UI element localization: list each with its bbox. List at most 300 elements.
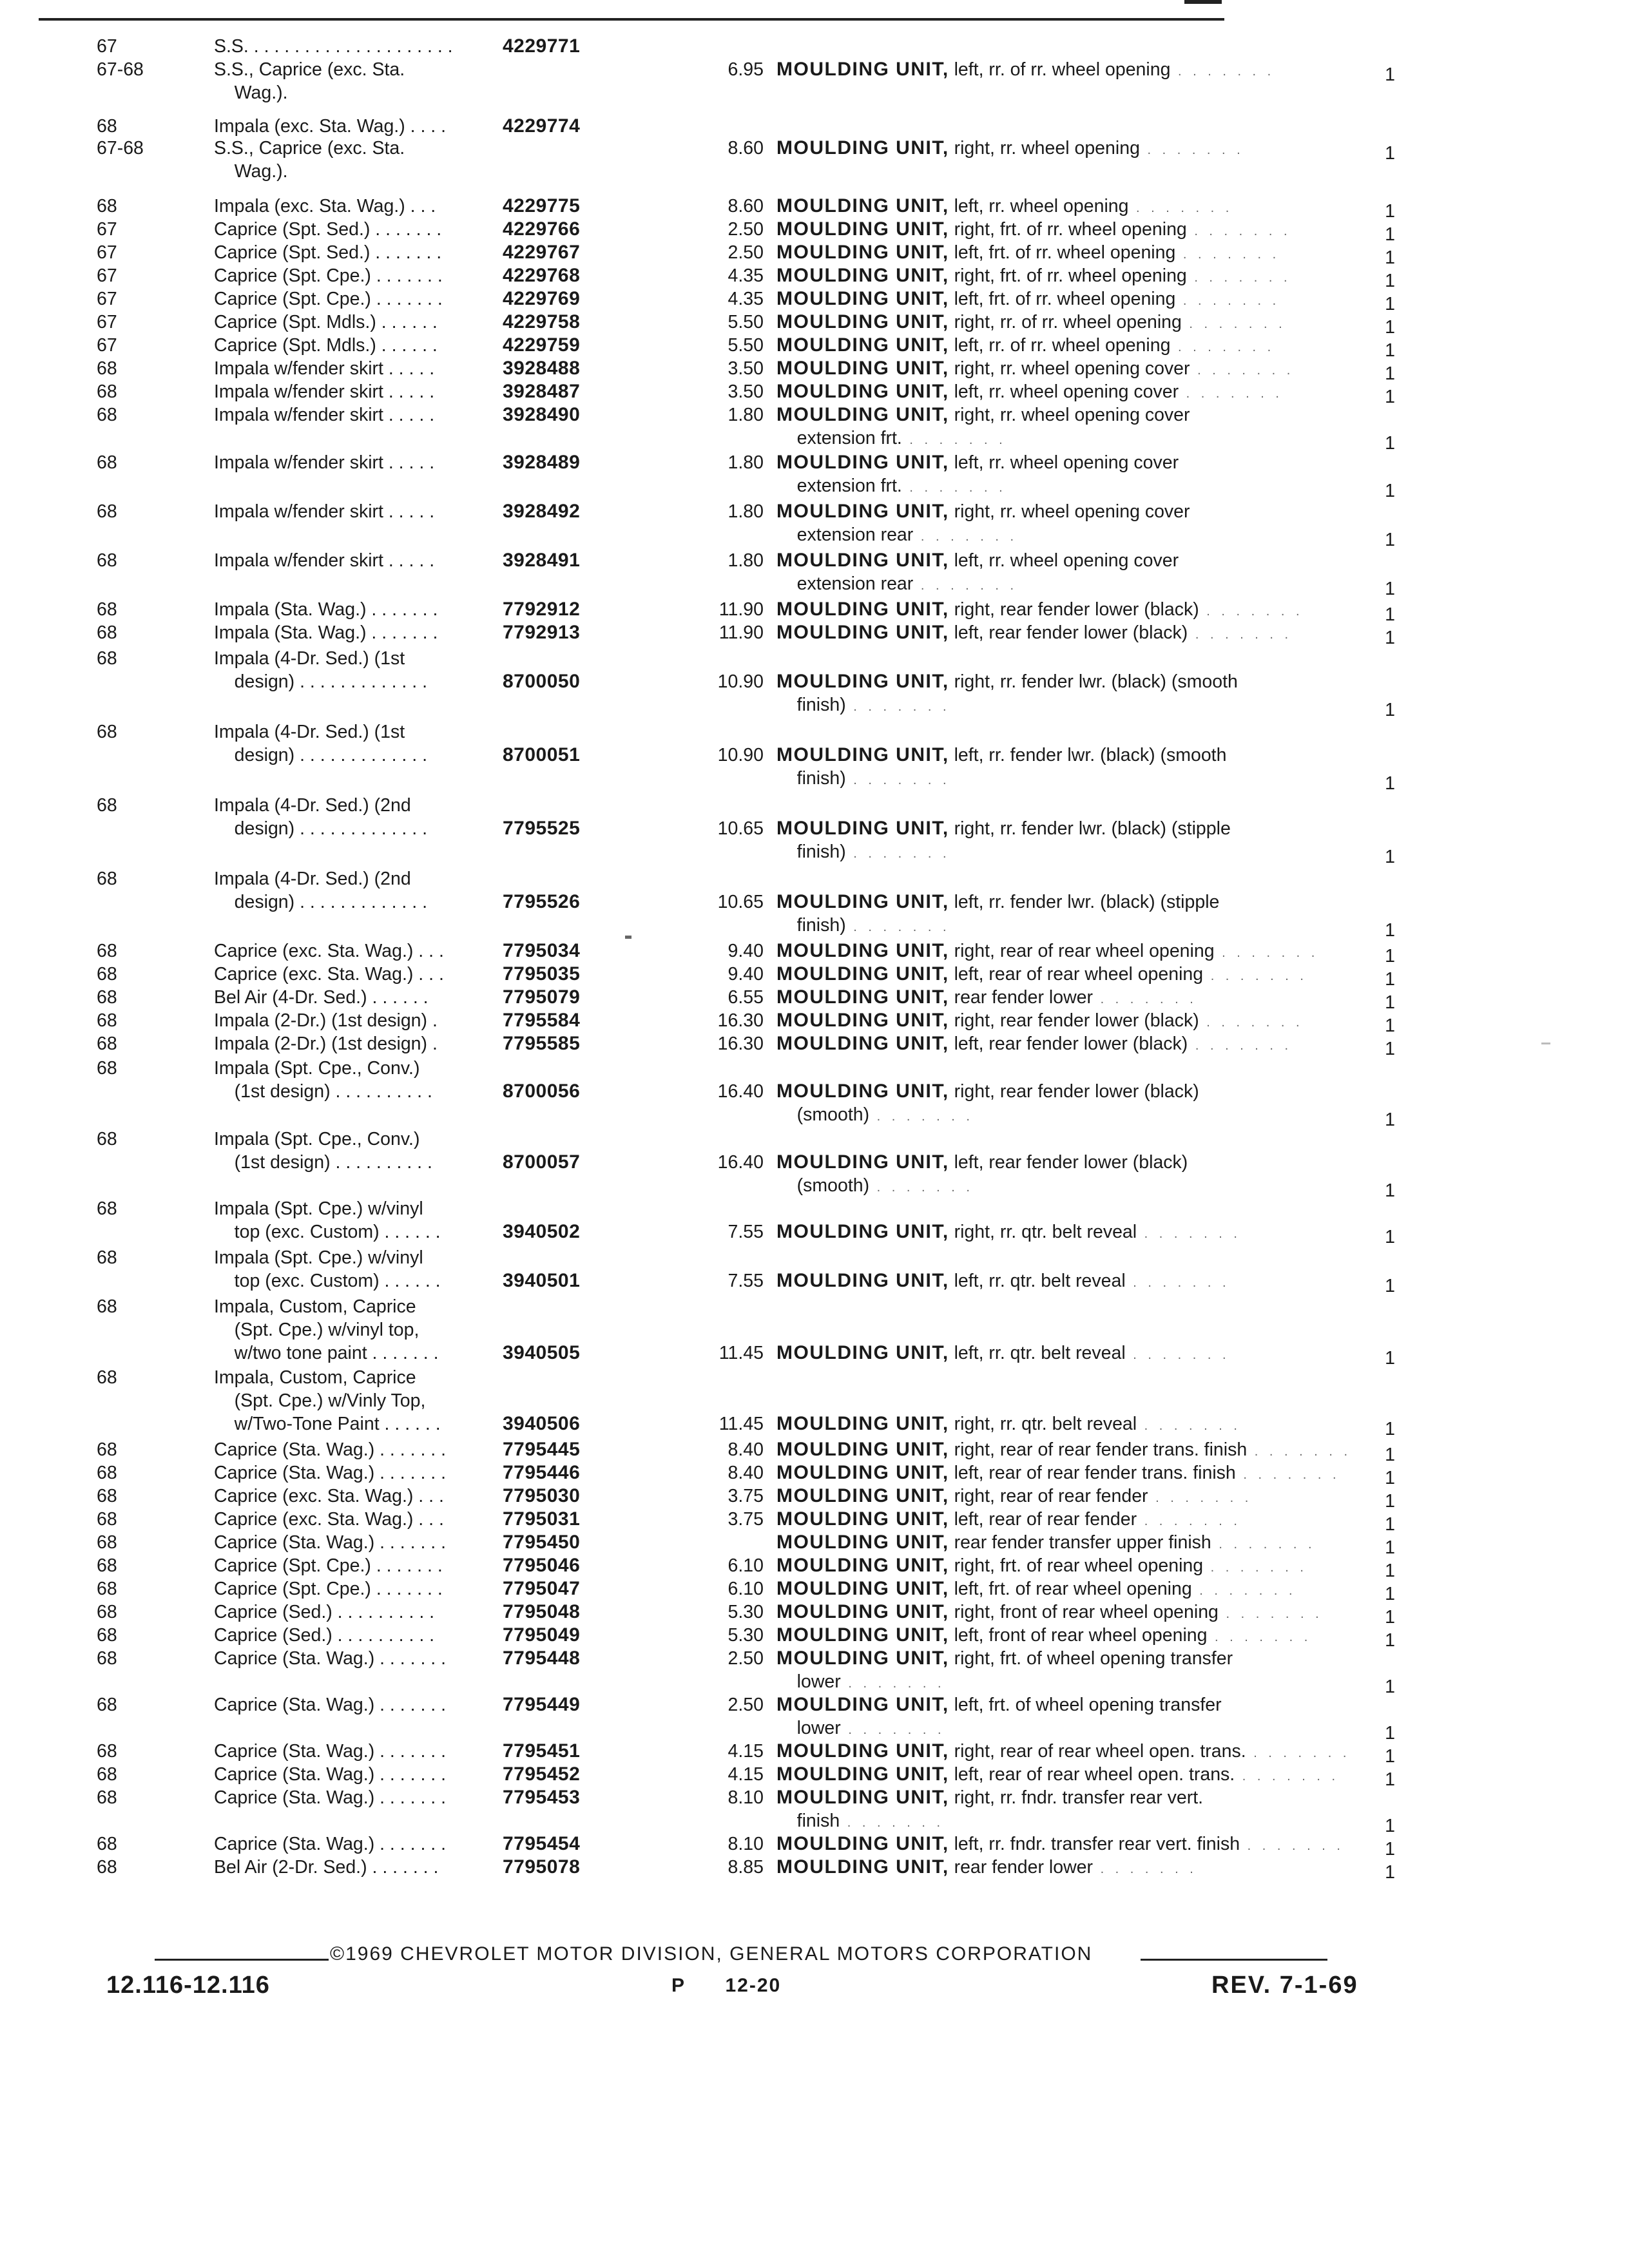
- list-price: 3.50: [728, 358, 764, 379]
- model-description: S.S., Caprice (exc. Sta. Wag.).: [214, 138, 405, 182]
- part-detail: left, rr. wheel opening cover extension frt.: [796, 452, 1179, 496]
- model-year: 68: [97, 795, 117, 816]
- part-detail: rear fender lower: [949, 987, 1094, 1008]
- quantity: 1: [1385, 1839, 1395, 1860]
- model-description: Caprice (Sta. Wag.) . . . . . . .: [214, 1741, 447, 1762]
- part-name: MOULDING UNIT,: [776, 137, 949, 159]
- model-year: 68: [97, 987, 117, 1008]
- part-detail: left, front of rear wheel opening: [949, 1625, 1208, 1646]
- part-number: 7795035: [503, 963, 581, 985]
- model-description: Caprice (Spt. Cpe.) . . . . . . .: [214, 1579, 443, 1599]
- model-year: 68: [97, 501, 117, 522]
- list-price: 11.45: [718, 1343, 764, 1363]
- quantity: 1: [1385, 1816, 1395, 1836]
- part-description: [776, 137, 1344, 162]
- model-description: Bel Air (2-Dr. Sed.) . . . . . . .: [214, 1857, 439, 1878]
- part-number: 4229767: [503, 242, 581, 263]
- part-description: [776, 1856, 1344, 1881]
- dot-leader: . . . . . . .: [1175, 247, 1280, 262]
- part-detail: left, rr. qtr. belt reveal: [949, 1343, 1126, 1363]
- part-detail: left, frt. of rear wheel opening: [949, 1579, 1192, 1599]
- part-number: 7795526: [503, 891, 581, 912]
- dot-leader: . . . . . . .: [1218, 1607, 1323, 1621]
- part-description: [776, 403, 1344, 452]
- part-description: [776, 817, 1344, 865]
- model-description: Impala w/fender skirt . . . . .: [214, 452, 435, 473]
- footer-rule-right: [1141, 1959, 1327, 1961]
- quantity: 1: [1385, 1445, 1395, 1465]
- part-name: MOULDING UNIT,: [776, 1439, 949, 1460]
- list-price: 16.40: [717, 1081, 764, 1102]
- footer-revision: REV. 7-1-69: [1211, 1972, 1358, 1999]
- part-description: [776, 380, 1344, 405]
- model-description: Bel Air (4-Dr. Sed.) . . . . . .: [214, 987, 429, 1008]
- model-description: Caprice (Spt. Cpe.) . . . . . . .: [214, 1555, 443, 1576]
- list-price: 9.40: [728, 941, 764, 961]
- part-number: 4229768: [503, 265, 581, 286]
- quantity: 1: [1385, 224, 1395, 245]
- dot-leader: . . . . . . .: [840, 1816, 945, 1830]
- part-name: MOULDING UNIT,: [776, 1081, 949, 1102]
- quantity: 1: [1385, 628, 1395, 648]
- part-detail: right, rr. fender lwr. (black) (stipple finish): [796, 818, 1231, 862]
- model-description: Caprice (exc. Sta. Wag.) . . .: [214, 1486, 444, 1506]
- list-price: 5.50: [728, 312, 764, 332]
- dot-leader: . . . . . . .: [1186, 271, 1291, 285]
- part-name: MOULDING UNIT,: [776, 1270, 949, 1291]
- part-name: MOULDING UNIT,: [776, 1555, 949, 1576]
- list-price: 8.10: [728, 1834, 764, 1854]
- model-year: 68: [97, 1648, 117, 1669]
- quantity: 1: [1385, 387, 1395, 407]
- part-description: [776, 1412, 1344, 1437]
- list-price: 16.40: [717, 1152, 764, 1173]
- model-description: Impala w/fender skirt . . . . .: [214, 550, 435, 571]
- model-year: 68: [97, 1439, 117, 1460]
- quantity: 1: [1385, 1561, 1395, 1581]
- model-year: 68: [97, 1741, 117, 1762]
- list-price: 8.40: [728, 1463, 764, 1483]
- model-year: 67: [97, 312, 117, 332]
- part-name: MOULDING UNIT,: [776, 550, 949, 571]
- model-year: 68: [97, 1532, 117, 1553]
- part-detail: left, rr. fender lwr. (black) (stipple finish): [796, 892, 1220, 936]
- quantity: 1: [1385, 481, 1395, 501]
- part-description: [776, 1763, 1344, 1788]
- model-description: Impala (4-Dr. Sed.) (2nd design) . . . . . . . . . . . . .: [214, 869, 428, 912]
- part-number: 7795451: [503, 1740, 581, 1762]
- part-description: [776, 451, 1344, 499]
- part-description: [776, 1531, 1344, 1556]
- model-year: 68: [97, 116, 117, 137]
- part-name: MOULDING UNIT,: [776, 671, 949, 692]
- footer-page-number: P 12-20: [671, 1975, 782, 1996]
- part-number: 7795049: [503, 1624, 581, 1646]
- part-description: [776, 744, 1344, 792]
- dot-leader: . . . . . . .: [1211, 1537, 1316, 1552]
- dot-leader: . . . . . . .: [1181, 317, 1286, 331]
- part-detail: right, frt. of rr. wheel opening: [949, 265, 1187, 286]
- dot-leader: . . . . . . .: [901, 433, 1007, 447]
- part-name: MOULDING UNIT,: [776, 1462, 949, 1483]
- part-description: [776, 1554, 1344, 1579]
- list-price: 7.55: [728, 1222, 764, 1242]
- model-description: Impala (Spt. Cpe., Conv.) (1st design) . . . . . . . . . .: [214, 1058, 432, 1102]
- dot-leader: . . . . . . .: [1199, 1015, 1304, 1030]
- part-detail: right, rear fender lower (black) (smooth): [796, 1081, 1199, 1125]
- model-year: 68: [97, 1555, 117, 1576]
- part-number: 7795525: [503, 818, 581, 839]
- dot-leader: . . . . . . .: [1191, 1584, 1296, 1598]
- dot-leader: . . . . . . .: [1203, 1561, 1307, 1575]
- part-number: 7795585: [503, 1033, 581, 1054]
- model-description: Caprice (Sta. Wag.) . . . . . . .: [214, 1532, 447, 1553]
- model-year: 68: [97, 622, 117, 643]
- part-detail: left, rr. wheel opening cover: [949, 381, 1179, 402]
- part-description: [776, 1508, 1344, 1533]
- part-description: [776, 1577, 1344, 1602]
- model-description: Caprice (Spt. Sed.) . . . . . . .: [214, 219, 442, 240]
- model-description: S.S., Caprice (exc. Sta. Wag.).: [214, 59, 405, 103]
- dot-leader: . . . . . . .: [1188, 1039, 1293, 1053]
- part-number: 7795453: [503, 1787, 581, 1808]
- part-number: 7795031: [503, 1508, 581, 1530]
- part-name: MOULDING UNIT,: [776, 1485, 949, 1506]
- part-detail: left, frt. of rr. wheel opening: [949, 242, 1176, 263]
- model-description: Caprice (Sta. Wag.) . . . . . . .: [214, 1787, 447, 1808]
- part-description: [776, 1485, 1344, 1510]
- dot-leader: . . . . . . .: [1139, 143, 1244, 157]
- part-description: [776, 1151, 1344, 1199]
- part-detail: right, frt. of rr. wheel opening: [949, 219, 1187, 240]
- quantity: 1: [1385, 1015, 1395, 1036]
- part-detail: right, rr. wheel opening cover extension rear: [796, 501, 1190, 545]
- list-price: 16.30: [717, 1033, 764, 1054]
- list-price: 10.65: [717, 892, 764, 912]
- part-description: [776, 1600, 1344, 1626]
- model-description: Impala w/fender skirt . . . . .: [214, 381, 435, 402]
- part-description: [776, 621, 1344, 646]
- scan-speck-margin: [1541, 1043, 1550, 1044]
- quantity: 1: [1385, 1419, 1395, 1439]
- model-description: Caprice (Sed.) . . . . . . . . . .: [214, 1602, 435, 1622]
- part-number: 3928487: [503, 381, 581, 402]
- part-description: [776, 1624, 1344, 1649]
- quantity: 1: [1385, 700, 1395, 720]
- dot-leader: . . . . . . .: [1207, 1630, 1312, 1644]
- part-name: MOULDING UNIT,: [776, 1624, 949, 1646]
- part-name: MOULDING UNIT,: [776, 311, 949, 332]
- part-detail: left, rear fender lower (black): [949, 622, 1188, 643]
- dot-leader: . . . . . . .: [1247, 1445, 1351, 1459]
- quantity: 1: [1385, 201, 1395, 222]
- part-name: MOULDING UNIT,: [776, 744, 949, 765]
- part-name: MOULDING UNIT,: [776, 288, 949, 309]
- part-detail: left, rr. wheel opening cover extension rear: [796, 550, 1179, 594]
- model-year: 67: [97, 289, 117, 309]
- part-detail: right, rr. wheel opening cover extension frt.: [796, 405, 1190, 448]
- part-detail: right, rr. fndr. transfer rear vert. finish: [796, 1787, 1204, 1831]
- list-price: 10.90: [717, 671, 764, 692]
- part-detail: right, rr. fender lwr. (black) (smooth finish): [796, 671, 1238, 715]
- part-detail: left, rear of rear wheel opening: [949, 964, 1204, 985]
- part-description: [776, 1009, 1344, 1034]
- list-price: 4.15: [728, 1764, 764, 1785]
- part-number: 7795030: [503, 1485, 581, 1506]
- part-detail: left, rr. fender lwr. (black) (smooth finish): [796, 745, 1227, 789]
- part-number: 8700057: [503, 1151, 581, 1173]
- part-detail: right, rr. wheel opening: [949, 138, 1140, 159]
- part-name: MOULDING UNIT,: [776, 963, 949, 985]
- part-name: MOULDING UNIT,: [776, 265, 949, 286]
- model-year: 68: [97, 196, 117, 216]
- part-detail: left, rear of rear fender: [949, 1509, 1137, 1530]
- part-detail: right, rear fender lower (black): [949, 1010, 1199, 1031]
- model-description: Caprice (exc. Sta. Wag.) . . .: [214, 1509, 444, 1530]
- quantity: 1: [1385, 1276, 1395, 1296]
- part-number: 3940502: [503, 1221, 581, 1242]
- part-name: MOULDING UNIT,: [776, 1508, 949, 1530]
- part-detail: right, front of rear wheel opening: [949, 1602, 1219, 1622]
- part-name: MOULDING UNIT,: [776, 1856, 949, 1878]
- model-year: 68: [97, 1247, 117, 1268]
- quantity: 1: [1385, 1769, 1395, 1790]
- part-detail: left, rr. of rr. wheel opening: [949, 335, 1171, 356]
- model-year: 68: [97, 381, 117, 402]
- quantity: 1: [1385, 920, 1395, 941]
- part-number: 4229771: [503, 35, 581, 57]
- quantity: 1: [1385, 340, 1395, 361]
- part-detail: left, rear of rear fender trans. finish: [949, 1463, 1236, 1483]
- part-number: 7795047: [503, 1578, 581, 1599]
- model-year: 68: [97, 1010, 117, 1031]
- quantity: 1: [1385, 1180, 1395, 1201]
- part-number: 7795446: [503, 1462, 581, 1483]
- footer-section-number: 12.116-12.116: [106, 1972, 270, 1999]
- part-description: [776, 287, 1344, 312]
- part-description: [776, 241, 1344, 266]
- dot-leader: . . . . . . .: [1137, 1514, 1241, 1528]
- dot-leader: . . . . . . .: [869, 1180, 974, 1195]
- dot-leader: . . . . . . .: [845, 773, 950, 787]
- dot-leader: . . . . . . .: [1137, 1227, 1241, 1241]
- part-name: MOULDING UNIT,: [776, 1532, 949, 1553]
- list-price: 1.80: [728, 405, 764, 425]
- part-number: 7795078: [503, 1856, 581, 1878]
- model-year: 68: [97, 964, 117, 985]
- part-number: 3940506: [503, 1413, 581, 1434]
- list-price: 2.50: [728, 1695, 764, 1715]
- part-number: 7795449: [503, 1694, 581, 1715]
- model-year: 68: [97, 1463, 117, 1483]
- model-year: 68: [97, 1296, 117, 1317]
- model-description: Impala, Custom, Caprice (Spt. Cpe.) w/Vinly Top, w/Two-Tone Paint . . . . . .: [214, 1367, 441, 1434]
- list-price: 10.90: [717, 745, 764, 765]
- part-name: MOULDING UNIT,: [776, 1221, 949, 1242]
- model-description: Caprice (Spt. Cpe.) . . . . . . .: [214, 265, 443, 286]
- list-price: 1.80: [728, 501, 764, 522]
- part-name: MOULDING UNIT,: [776, 1010, 949, 1031]
- list-price: 1.80: [728, 550, 764, 571]
- dot-leader: . . . . . . .: [1148, 1491, 1253, 1505]
- part-number: 7795079: [503, 986, 581, 1008]
- part-name: MOULDING UNIT,: [776, 986, 949, 1008]
- part-name: MOULDING UNIT,: [776, 1033, 949, 1054]
- part-detail: left, frt. of rr. wheel opening: [949, 289, 1176, 309]
- part-description: [776, 890, 1344, 939]
- model-description: Caprice (exc. Sta. Wag.) . . .: [214, 964, 444, 985]
- part-name: MOULDING UNIT,: [776, 1413, 949, 1434]
- list-price: 2.50: [728, 219, 764, 240]
- model-description: Impala w/fender skirt . . . . .: [214, 501, 435, 522]
- part-description: [776, 1220, 1344, 1245]
- part-description: [776, 1693, 1344, 1742]
- model-year: 68: [97, 358, 117, 379]
- list-price: 4.35: [728, 265, 764, 286]
- part-description: [776, 500, 1344, 548]
- part-number: 8700050: [503, 671, 581, 692]
- model-description: Impala, Custom, Caprice (Spt. Cpe.) w/vinyl top, w/two tone paint . . . . . . .: [214, 1296, 439, 1363]
- part-number: 4229774: [503, 115, 581, 137]
- part-number: 3928492: [503, 501, 581, 522]
- model-description: Caprice (Sta. Wag.) . . . . . . .: [214, 1695, 447, 1715]
- dot-leader: . . . . . . .: [1125, 1276, 1230, 1290]
- model-description: Impala (4-Dr. Sed.) (1st design) . . . . . . . . . . . . .: [214, 648, 428, 692]
- quantity: 1: [1385, 1468, 1395, 1488]
- quantity: 1: [1385, 1630, 1395, 1651]
- model-description: Impala (4-Dr. Sed.) (1st design) . . . . . . . . . . . . .: [214, 722, 428, 765]
- part-detail: left, rear fender lower (black) (smooth): [796, 1152, 1188, 1196]
- part-detail: left, rr. fndr. transfer rear vert. finish: [949, 1834, 1240, 1854]
- model-year: 68: [97, 1625, 117, 1646]
- part-number: 3928491: [503, 550, 581, 571]
- part-number: 4229766: [503, 218, 581, 240]
- part-description: [776, 1080, 1344, 1128]
- model-year: 68: [97, 1695, 117, 1715]
- part-name: MOULDING UNIT,: [776, 218, 949, 240]
- model-year: 68: [97, 722, 117, 742]
- part-description: [776, 1269, 1344, 1294]
- part-description: [776, 1461, 1344, 1486]
- model-description: Impala (4-Dr. Sed.) (2nd design) . . . . . . . . . . . . .: [214, 795, 428, 839]
- model-year: 67: [97, 36, 117, 57]
- part-number: 4229769: [503, 288, 581, 309]
- part-detail: right, rr. qtr. belt reveal: [949, 1222, 1137, 1242]
- part-description: [776, 939, 1344, 965]
- part-detail: right, frt. of rear wheel opening: [949, 1555, 1204, 1576]
- list-price: 7.55: [728, 1271, 764, 1291]
- model-year: 68: [97, 1764, 117, 1785]
- part-detail: left, frt. of wheel opening transfer lower: [796, 1695, 1222, 1738]
- part-detail: left, rear of rear wheel open. trans.: [949, 1764, 1235, 1785]
- model-year: 68: [97, 1787, 117, 1808]
- dot-leader: . . . . . . .: [1093, 1862, 1197, 1876]
- list-price: 4.15: [728, 1741, 764, 1762]
- dot-leader: . . . . . . .: [1093, 992, 1197, 1006]
- list-price: 5.30: [728, 1602, 764, 1622]
- dot-leader: . . . . . . .: [1199, 604, 1304, 619]
- scan-speck: [625, 936, 631, 939]
- model-description: Impala (2-Dr.) (1st design) .: [214, 1010, 438, 1031]
- quantity: 1: [1385, 1537, 1395, 1558]
- part-name: MOULDING UNIT,: [776, 818, 949, 839]
- list-price: 1.80: [728, 452, 764, 473]
- part-detail: right, rr. of rr. wheel opening: [949, 312, 1182, 332]
- part-number: 7795034: [503, 940, 581, 961]
- dot-leader: . . . . . . .: [845, 847, 950, 861]
- model-description: Caprice (Sta. Wag.) . . . . . . .: [214, 1834, 447, 1854]
- dot-leader: . . . . . . .: [869, 1110, 974, 1124]
- list-price: 4.35: [728, 289, 764, 309]
- part-description: [776, 549, 1344, 597]
- part-name: MOULDING UNIT,: [776, 891, 949, 912]
- model-description: Impala (Spt. Cpe.) w/vinyl top (exc. Custom) . . . . . .: [214, 1198, 441, 1242]
- dot-leader: . . . . . . .: [1175, 294, 1280, 308]
- quantity: 1: [1385, 1584, 1395, 1604]
- part-name: MOULDING UNIT,: [776, 1151, 949, 1173]
- part-detail: right, frt. of wheel opening transfer lower: [796, 1648, 1233, 1692]
- model-year: 68: [97, 1198, 117, 1219]
- model-description: Caprice (Sta. Wag.) . . . . . . .: [214, 1463, 447, 1483]
- model-description: Caprice (exc. Sta. Wag.) . . .: [214, 941, 444, 961]
- part-number: 3940505: [503, 1342, 581, 1363]
- part-description: [776, 1647, 1344, 1695]
- model-description: Impala (Spt. Cpe., Conv.) (1st design) . . . . . . . . . .: [214, 1129, 432, 1173]
- part-detail: right, rr. wheel opening cover: [949, 358, 1190, 379]
- model-year: 68: [97, 1579, 117, 1599]
- part-name: MOULDING UNIT,: [776, 1833, 949, 1854]
- list-price: 5.50: [728, 335, 764, 356]
- model-year: 68: [97, 599, 117, 620]
- part-number: 7795452: [503, 1763, 581, 1785]
- dot-leader: . . . . . . .: [1137, 1419, 1241, 1433]
- part-detail: right, rr. qtr. belt reveal: [949, 1414, 1137, 1434]
- part-number: 3928488: [503, 358, 581, 379]
- part-description: [776, 1786, 1344, 1834]
- model-year: 68: [97, 1602, 117, 1622]
- model-description: Impala (exc. Sta. Wag.) . . . .: [214, 116, 447, 137]
- list-price: 11.90: [718, 622, 764, 643]
- part-name: MOULDING UNIT,: [776, 381, 949, 402]
- part-number: 7795445: [503, 1439, 581, 1460]
- list-price: 3.75: [728, 1486, 764, 1506]
- dot-leader: . . . . . . .: [913, 579, 1018, 593]
- list-price: 8.85: [728, 1857, 764, 1878]
- list-price: 2.50: [728, 1648, 764, 1669]
- model-year: 68: [97, 1509, 117, 1530]
- dot-leader: . . . . . . .: [845, 920, 950, 934]
- model-year: 68: [97, 869, 117, 889]
- part-description: [776, 1341, 1344, 1367]
- model-year: 68: [97, 1834, 117, 1854]
- list-price: 8.60: [728, 138, 764, 159]
- part-number: 7795450: [503, 1532, 581, 1553]
- part-name: MOULDING UNIT,: [776, 1763, 949, 1785]
- model-year: 67: [97, 242, 117, 263]
- model-description: Impala w/fender skirt . . . . .: [214, 358, 435, 379]
- dot-leader: . . . . . . .: [840, 1723, 945, 1737]
- part-description: [776, 1438, 1351, 1463]
- part-number: 7795046: [503, 1555, 581, 1576]
- list-price: 10.65: [717, 818, 764, 839]
- part-detail: left, rr. qtr. belt reveal: [949, 1271, 1126, 1291]
- model-year: 67: [97, 219, 117, 240]
- list-price: 3.75: [728, 1509, 764, 1530]
- model-year: 67: [97, 265, 117, 286]
- quantity: 1: [1385, 1862, 1395, 1883]
- part-name: MOULDING UNIT,: [776, 1601, 949, 1622]
- footer-copyright: ©1969 CHEVROLET MOTOR DIVISION, GENERAL MOTORS CORPORATION: [330, 1943, 1093, 1965]
